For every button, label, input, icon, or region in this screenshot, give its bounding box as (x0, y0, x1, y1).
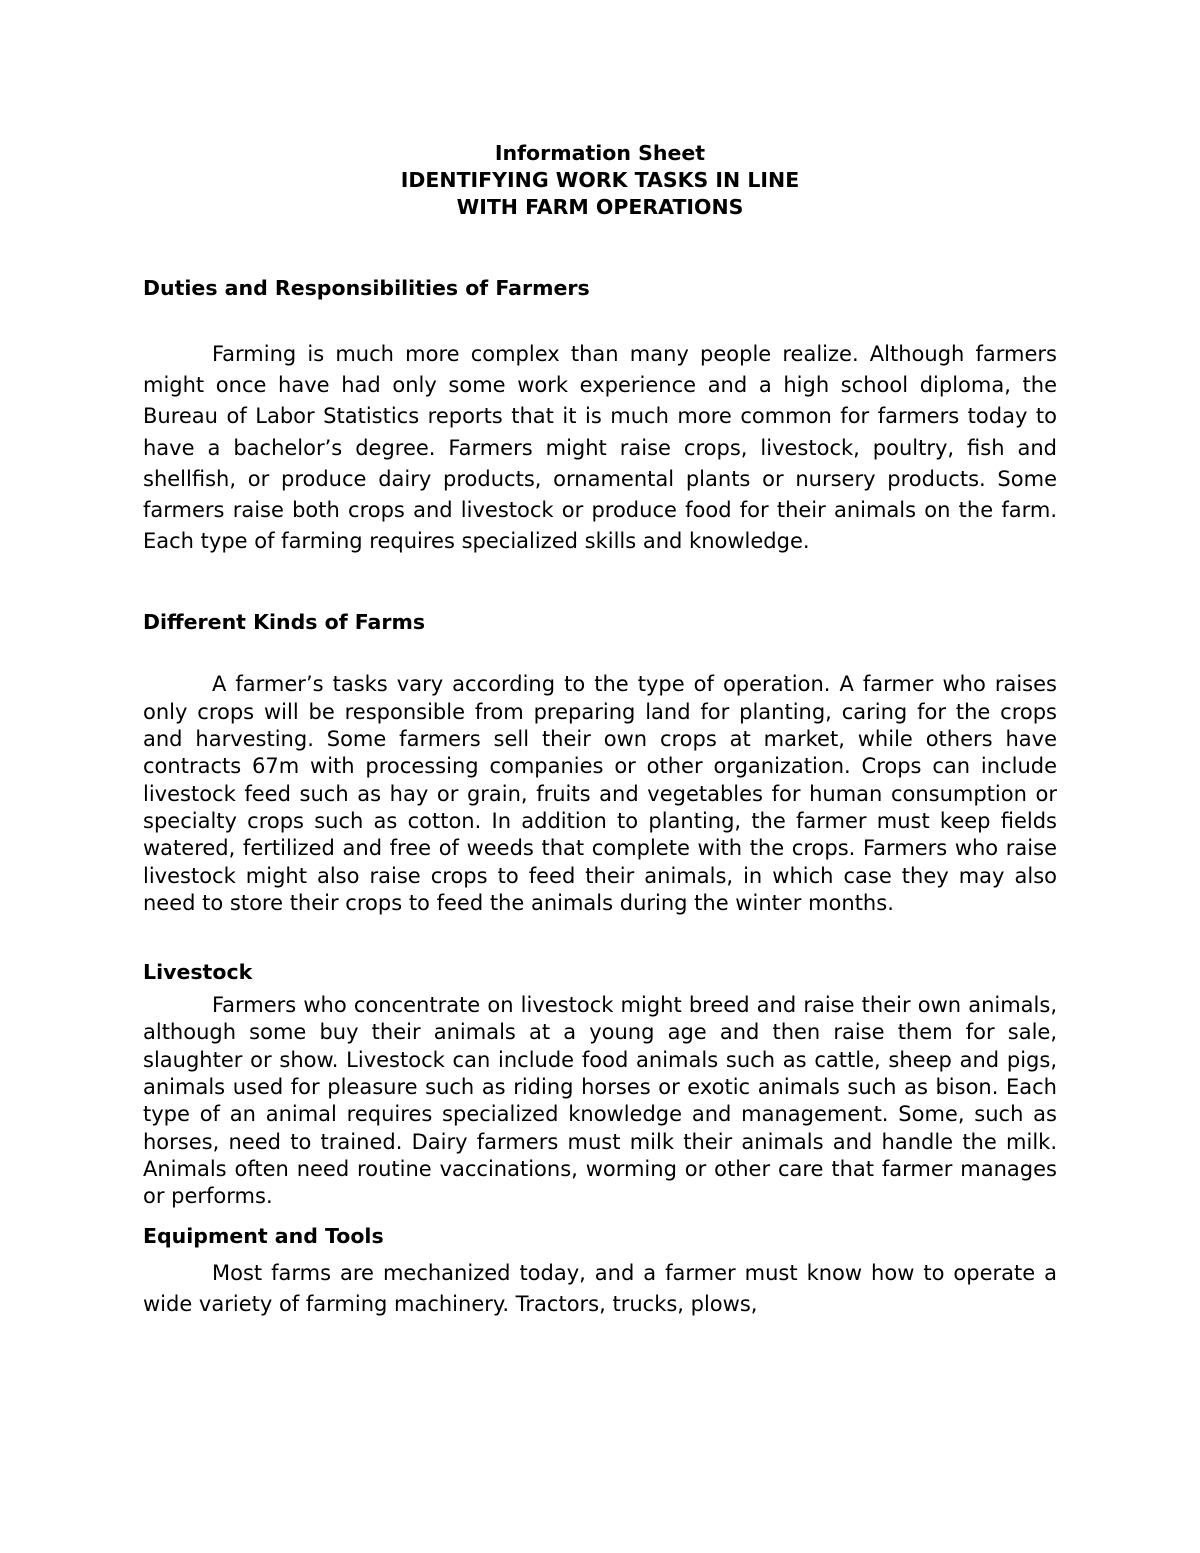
section-body-equipment: Most farms are mechanized today, and a farmer must know how to operate a wide variety of farming machinery. Tractors, trucks, plows, (143, 1261, 1057, 1317)
title-main-line2: WITH FARM OPERATIONS (456, 195, 744, 219)
section-heading-duties: Duties and Responsibilities of Farmers (143, 276, 590, 300)
title-info-sheet: Information Sheet (494, 141, 706, 165)
section-heading-kinds-of-farms: Different Kinds of Farms (143, 610, 426, 635)
section-body-livestock: Farmers who concentrate on livestock might breed and raise their own animals, although some buy their animals at a young age and then raise them for sale, slaughter or show. Livestock can include food animals such as cattle, sheep and pigs, animals used for pleasure such as riding horses or exotic animals such as bison. Each type of an animal requires specialized knowledge and management. Some, such as horses, need to trained. Dairy farmers must milk their animals and handle the milk. Animals often need routine vaccinations, worming or other care that farmer manages or performs. (143, 993, 1057, 1209)
document-page (143, 140, 1057, 1320)
section-heading-equipment: Equipment and Tools (143, 1224, 384, 1249)
document-title (143, 140, 1057, 221)
title-main-line1: IDENTIFYING WORK TASKS IN LINE (400, 168, 800, 192)
section-heading-livestock: Livestock (143, 960, 253, 985)
section-body-duties: Farming is much more complex than many people realize. Although farmers might once have had only some work experience and a high school diploma, the Bureau of Labor Statistics reports that it is much more common for farmers today to have a bachelor’s degree. Farmers might raise crops, livestock, poultry, fish and shellfish, or produce dairy products, ornamental plants or nursery products. Some farmers raise both crops and livestock or produce food for their animals on the farm. Each type of farming requires specialized skills and knowledge. (143, 342, 1057, 554)
section-body-kinds-of-farms: A farmer’s tasks vary according to the type of operation. A farmer who raises only crops will be responsible from preparing land for planting, caring for the crops and harvesting. Some farmers sell their own crops at market, while others have contracts 67m with processing companies or other organization. Crops can include livestock feed such as hay or grain, fruits and vegetables for human consumption or specialty crops such as cotton. In addition to planting, the farmer must keep fields watered, fertilized and free of weeds that complete with the crops. Farmers who raise livestock might also raise crops to feed their animals, in which case they may also need to store their crops to feed the animals during the winter months. (143, 672, 1057, 915)
